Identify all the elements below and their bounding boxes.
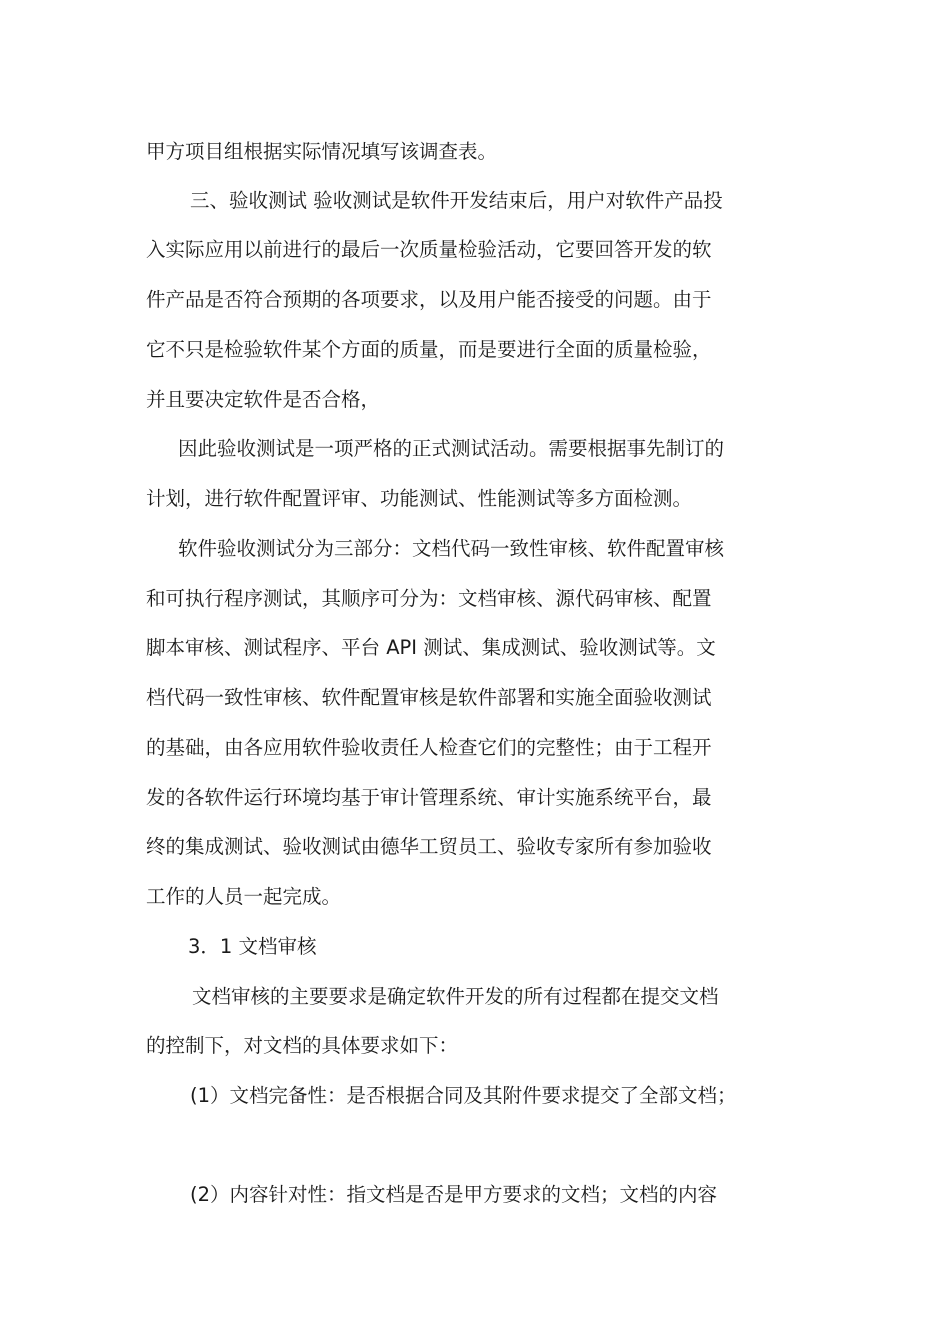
section-heading-line: 三、验收测试 验收测试是软件开发结束后，用户对软件产品投 — [190, 189, 723, 212]
subsection-heading: 3．1 文档审核 — [188, 935, 317, 958]
paragraph-line: 脚本审核、测试程序、平台 API 测试、集成测试、验收测试等。文 — [146, 636, 716, 659]
list-item: (2）内容针对性：指文档是否是甲方要求的文档；文档的内容 — [190, 1183, 718, 1206]
paragraph-line: 入实际应用以前进行的最后一次质量检验活动，它要回答开发的软 — [146, 238, 712, 261]
paragraph-line: 的控制下，对文档的具体要求如下： — [146, 1034, 459, 1057]
paragraph-line: 工作的人员一起完成。 — [146, 885, 342, 908]
paragraph-line: 档代码一致性审核、软件配置审核是软件部署和实施全面验收测试 — [146, 686, 712, 709]
paragraph-line: 它不只是检验软件某个方面的质量，而是要进行全面的质量检验， — [146, 338, 712, 361]
paragraph-line: 因此验收测试是一项严格的正式测试活动。需要根据事先制订的 — [178, 437, 725, 460]
paragraph-line: 甲方项目组根据实际情况填写该调查表。 — [146, 140, 498, 163]
paragraph-line: 文档审核的主要要求是确定软件开发的所有过程都在提交文档 — [192, 985, 719, 1008]
paragraph-line: 的基础，由各应用软件验收责任人检查它们的完整性；由于工程开 — [146, 736, 712, 759]
paragraph-line: 计划，进行软件配置评审、功能测试、性能测试等多方面检测。 — [146, 487, 693, 510]
paragraph-line: 终的集成测试、验收测试由德华工贸员工、验收专家所有参加验收 — [146, 835, 712, 858]
paragraph-line: 发的各软件运行环境均基于审计管理系统、审计实施系统平台，最 — [146, 786, 712, 809]
list-item: (1）文档完备性：是否根据合同及其附件要求提交了全部文档； — [190, 1084, 737, 1107]
paragraph-line: 并且要决定软件是否合格， — [146, 388, 381, 411]
paragraph-line: 件产品是否符合预期的各项要求，以及用户能否接受的问题。由于 — [146, 288, 712, 311]
paragraph-line: 软件验收测试分为三部分：文档代码一致性审核、软件配置审核 — [178, 537, 725, 560]
paragraph-line: 和可执行程序测试，其顺序可分为：文档审核、源代码审核、配置 — [146, 587, 712, 610]
